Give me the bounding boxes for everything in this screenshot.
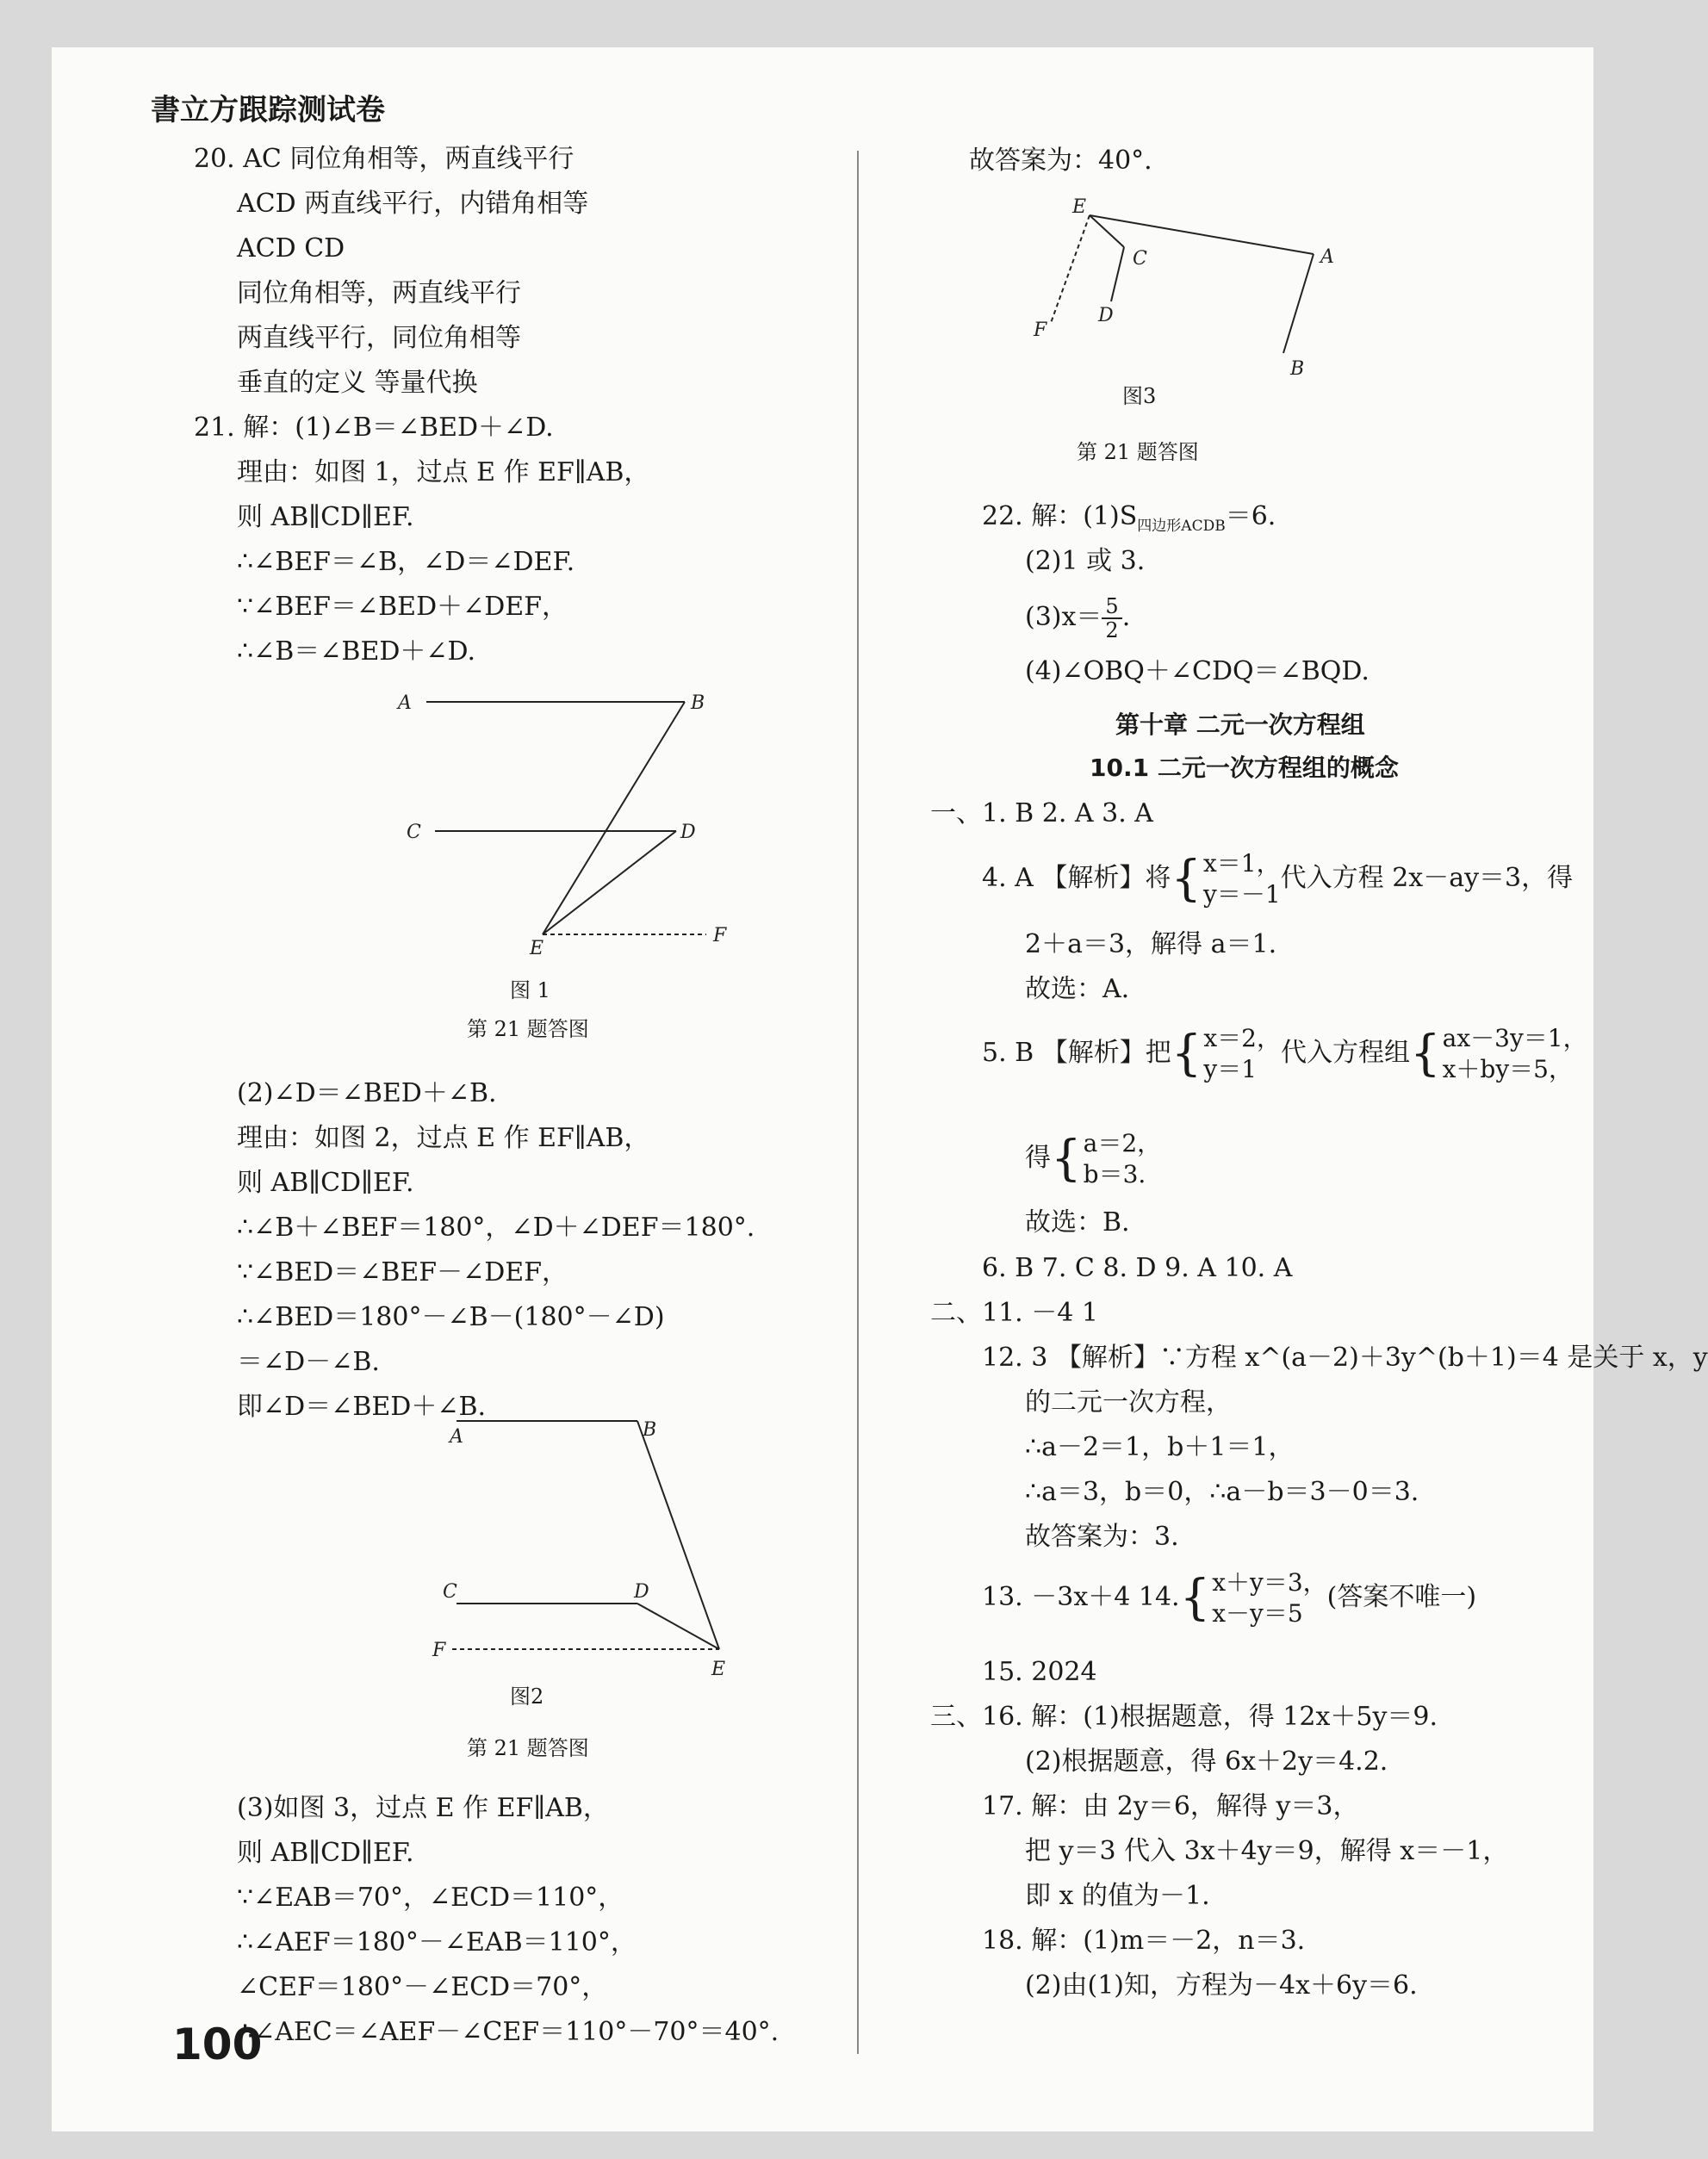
system-eq: y＝－1	[1203, 880, 1281, 909]
header-title: 書立方跟踪测试卷	[151, 93, 385, 127]
q21-line: ∵∠EAB＝70°，∠ECD＝110°，	[237, 1883, 624, 1913]
q5-line-3: 故选：B.	[1025, 1207, 1130, 1238]
page-number: 100	[172, 2019, 263, 2069]
system-eq: a＝2，	[1083, 1129, 1162, 1157]
fraction-numerator: 5	[1102, 595, 1121, 619]
q16-line: (2)根据题意，得 6x＋2y＝4.2.	[1025, 1746, 1388, 1777]
answers-6-10: 6. B 7. C 8. D 9. A 10. A	[982, 1253, 1293, 1283]
q21-line: (3)如图 3，过点 E 作 EF∥AB，	[237, 1793, 609, 1823]
fig3-point: E	[1072, 196, 1087, 218]
q21-line: ∠CEF＝180°－∠ECD＝70°，	[237, 1972, 608, 2002]
fig3-caption: 第 21 题答图	[1077, 440, 1199, 464]
brace: {	[1171, 851, 1202, 907]
fig3-point: D	[1098, 305, 1114, 326]
q5-l2-pre: 得	[1025, 1143, 1051, 1173]
q21-line: ∵∠BEF＝∠BED＋∠DEF，	[237, 592, 568, 622]
equation-system	[1203, 1023, 1281, 1085]
q4-line-3: 故选：A.	[1025, 974, 1130, 1004]
q5-line-2	[1025, 1124, 1161, 1193]
q21-line: 21. 解：(1)∠B＝∠BED＋∠D.	[194, 413, 554, 443]
fig1-point: F	[713, 925, 727, 946]
q22-part1-post: ＝6.	[1225, 501, 1276, 531]
fig2-point: E	[711, 1659, 726, 1680]
fig2-point: C	[443, 1581, 457, 1603]
q12-line: 12. 3 【解析】∵方程 x^(a－2)＋3y^(b＋1)＝4 是关于 x，y	[982, 1343, 1708, 1373]
q21-line: 则 AB∥CD∥EF.	[237, 502, 414, 532]
fig3-point: A	[1320, 246, 1334, 268]
q21-line: ∵∠BED＝∠BEF－∠DEF，	[237, 1257, 568, 1287]
system-eq: x＋by＝5，	[1442, 1055, 1573, 1083]
q12-line: ∴a－2＝1，b＋1＝1，	[1025, 1432, 1295, 1462]
q18-line: 18. 解：(1)m＝－2，n＝3.	[982, 1926, 1306, 1956]
q16-line: 三、16. 解：(1)根据题意，得 12x＋5y＝9.	[930, 1702, 1438, 1732]
fig1-label: 图 1	[510, 978, 550, 1002]
fig1-point: C	[407, 822, 421, 843]
q22-part1-pre: 22. 解：(1)S	[982, 501, 1138, 531]
q22-line-2: (2)1 或 3.	[1025, 546, 1146, 576]
q21-line: ∴∠AEF＝180°－∠EAB＝110°，	[237, 1927, 637, 1957]
fig2-point: B	[643, 1419, 657, 1441]
q22-line-1	[982, 499, 1276, 543]
fig2-point: F	[432, 1640, 446, 1661]
system-eq: y＝1	[1203, 1055, 1258, 1083]
system-eq: x＝1，	[1203, 849, 1281, 878]
q17-line: 把 y＝3 代入 3x＋4y＝9，解得 x＝－1，	[1025, 1836, 1509, 1866]
fig2-point: D	[634, 1581, 649, 1603]
q21-line: (2)∠D＝∠BED＋∠B.	[237, 1078, 497, 1108]
q22-line-3	[1025, 590, 1130, 645]
q5-pre: 5. B 【解析】把	[982, 1038, 1171, 1068]
q20-line: ACD CD	[237, 233, 345, 264]
equation-system	[1084, 1128, 1162, 1190]
fraction	[1102, 595, 1121, 642]
q12-line: 故答案为：3.	[1025, 1522, 1179, 1552]
q17-line: 即 x 的值为－1.	[1025, 1881, 1210, 1911]
figure-1	[388, 680, 749, 959]
fig1-caption: 第 21 题答图	[467, 1017, 589, 1041]
q22-part3-pre: (3)x＝	[1025, 602, 1102, 632]
q13-14-post: (答案不唯一)	[1326, 1582, 1477, 1612]
chapter-heading: 第十章 二元一次方程组	[1115, 710, 1365, 739]
q21-end-line: 故答案为：40°.	[969, 146, 1152, 176]
figure-2	[388, 1391, 749, 1684]
brace: {	[1171, 1026, 1202, 1082]
fig1-point: B	[691, 692, 705, 714]
q20-line: 同位角相等，两直线平行	[237, 278, 521, 308]
fig3-point: B	[1290, 358, 1305, 380]
q4-post: 代入方程 2x－ay＝3，得	[1280, 863, 1574, 893]
q20-line: ACD 两直线平行，内错角相等	[237, 189, 589, 219]
q21-line: 即∠D＝∠BED＋∠B.	[237, 1392, 487, 1422]
fig1-point: E	[530, 938, 544, 959]
q21-line: ∴∠BED＝180°－∠B－(180°－∠D)	[237, 1302, 665, 1332]
q13-14-line	[982, 1563, 1476, 1632]
system-eq: x＋y＝3，	[1212, 1568, 1327, 1597]
q22-part1-sub: 四边形ACDB	[1137, 518, 1226, 535]
q21-line: ∴∠BEF＝∠B，∠D＝∠DEF.	[237, 547, 575, 577]
equation-system	[1212, 1567, 1326, 1629]
fig3-point: C	[1133, 248, 1147, 270]
equation-system	[1443, 1023, 1587, 1085]
q21-line: ∴∠B＋∠BEF＝180°，∠D＋∠DEF＝180°.	[237, 1213, 755, 1243]
q18-line: (2)由(1)知，方程为－4x＋6y＝6.	[1025, 1970, 1418, 2001]
equation-system	[1203, 848, 1281, 910]
brace: {	[1051, 1131, 1082, 1187]
answer-15: 15. 2024	[982, 1657, 1097, 1687]
column-divider	[857, 151, 859, 2054]
q13-14-pre: 13. －3x＋4 14.	[982, 1582, 1180, 1612]
system-eq: x＝2，	[1203, 1024, 1281, 1052]
answers-1-3: 一、1. B 2. A 3. A	[930, 798, 1153, 828]
q12-line: 的二元一次方程，	[1025, 1387, 1232, 1418]
fig1-point: D	[680, 822, 696, 843]
fig2-point: A	[450, 1426, 463, 1448]
answer-11: 二、11. －4 1	[930, 1298, 1098, 1328]
system-eq: x－y＝5	[1212, 1599, 1303, 1628]
q21-line: 理由：如图 1，过点 E 作 EF∥AB，	[237, 457, 650, 487]
fig1-point: A	[398, 692, 412, 714]
q21-line: ＝∠D－∠B.	[237, 1347, 380, 1377]
q4-line-1	[982, 844, 1573, 913]
system-eq: ax－3y＝1，	[1442, 1024, 1587, 1052]
q20-line: 20. AC 同位角相等，两直线平行	[194, 144, 575, 174]
answer-page	[52, 47, 1708, 2131]
section-heading: 10.1 二元一次方程组的概念	[1090, 754, 1399, 782]
q5-mid: 代入方程组	[1281, 1038, 1410, 1068]
q21-line: 则 AB∥CD∥EF.	[237, 1168, 414, 1198]
fraction-denominator: 2	[1105, 618, 1119, 642]
brace: {	[1179, 1570, 1211, 1626]
q21-line: ∴∠AEC＝∠AEF－∠CEF＝110°－70°＝40°.	[237, 2017, 779, 2047]
fig2-label: 图2	[510, 1684, 544, 1709]
q12-line: ∴a＝3，b＝0，∴a－b＝3－0＝3.	[1025, 1477, 1419, 1507]
q20-line: 两直线平行，同位角相等	[237, 323, 521, 353]
brace: {	[1410, 1026, 1441, 1082]
system-eq: b＝3.	[1083, 1160, 1146, 1188]
fig3-point: F	[1034, 320, 1047, 341]
q5-line-1	[982, 1019, 1587, 1088]
q22-part3-post: .	[1121, 602, 1131, 632]
q17-line: 17. 解：由 2y＝6，解得 y＝3，	[982, 1791, 1359, 1821]
q21-line: 理由：如图 2，过点 E 作 EF∥AB，	[237, 1123, 650, 1153]
q4-line-2: 2＋a＝3，解得 a＝1.	[1025, 929, 1277, 959]
figure-3	[1034, 194, 1408, 418]
fig2-caption: 第 21 题答图	[467, 1736, 589, 1760]
fig3-label: 图3	[1122, 384, 1157, 408]
q21-line: 则 AB∥CD∥EF.	[237, 1838, 414, 1868]
q20-line: 垂直的定义 等量代换	[237, 368, 478, 398]
q4-pre: 4. A 【解析】将	[982, 863, 1171, 893]
q21-line: ∴∠B＝∠BED＋∠D.	[237, 636, 476, 667]
q22-line-4: (4)∠OBQ＋∠CDQ＝∠BQD.	[1025, 656, 1370, 686]
